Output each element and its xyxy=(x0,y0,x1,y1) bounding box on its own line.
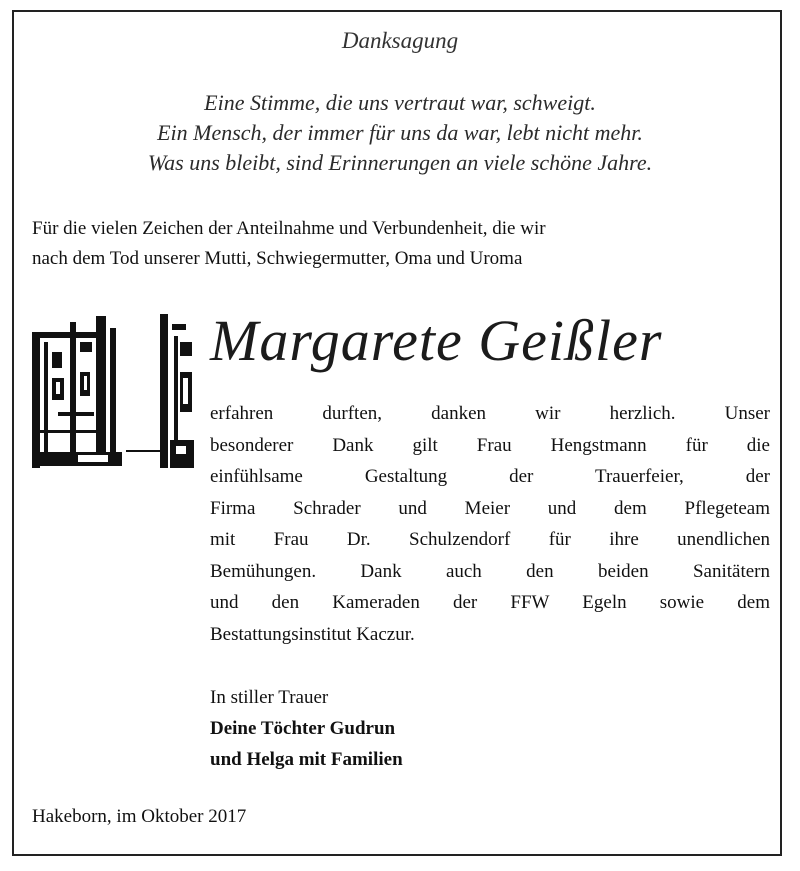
signature-name: und Helga mit Familien xyxy=(210,749,403,770)
body-line: einfühlsame Gestaltung der Trauerfeier, der xyxy=(210,466,770,487)
signature-block xyxy=(210,682,770,775)
body-line: Bemühungen. Dank auch den beiden Sanitätern xyxy=(210,560,770,582)
body-line: mit Frau Dr. Schulzendorf für ihre unendlichen xyxy=(210,529,770,550)
body-text xyxy=(210,398,770,650)
portrait-photo xyxy=(30,312,195,470)
body-line: und den Kameraden der FFW Egeln sowie dem xyxy=(210,592,770,613)
signature-intro: In stiller Trauer xyxy=(210,687,329,708)
poem xyxy=(0,88,800,178)
poem-line: Eine Stimme, die uns vertraut war, schweigt. xyxy=(204,90,596,115)
body-line: besonderer Dank gilt Frau Hengstmann für die xyxy=(210,434,770,456)
poem-line: Was uns bleibt, sind Erinnerungen an viele schöne Jahre. xyxy=(147,150,653,175)
notice-title: Danksagung xyxy=(341,28,459,53)
poem-line: Ein Mensch, der immer für uns da war, lebt nicht mehr. xyxy=(157,120,643,145)
body-line: erfahren durften, danken wir herzlich. Unser xyxy=(210,403,770,424)
intro-line: Für die vielen Zeichen der Anteilnahme und Verbundenheit, die wir xyxy=(32,218,546,239)
body-line: Firma Schrader und Meier und dem Pflegeteam xyxy=(210,497,770,519)
deceased-name: Margarete Geißler xyxy=(210,308,663,373)
signature-name: Deine Töchter Gudrun xyxy=(210,718,396,739)
body-line: Bestattungsinstitut Kaczur. xyxy=(210,623,415,645)
intro-line: nach dem Tod unserer Mutti, Schwiegermutter, Oma und Uroma xyxy=(32,248,523,269)
place-date: Hakeborn, im Oktober 2017 xyxy=(32,806,247,827)
intro-text xyxy=(32,214,772,274)
